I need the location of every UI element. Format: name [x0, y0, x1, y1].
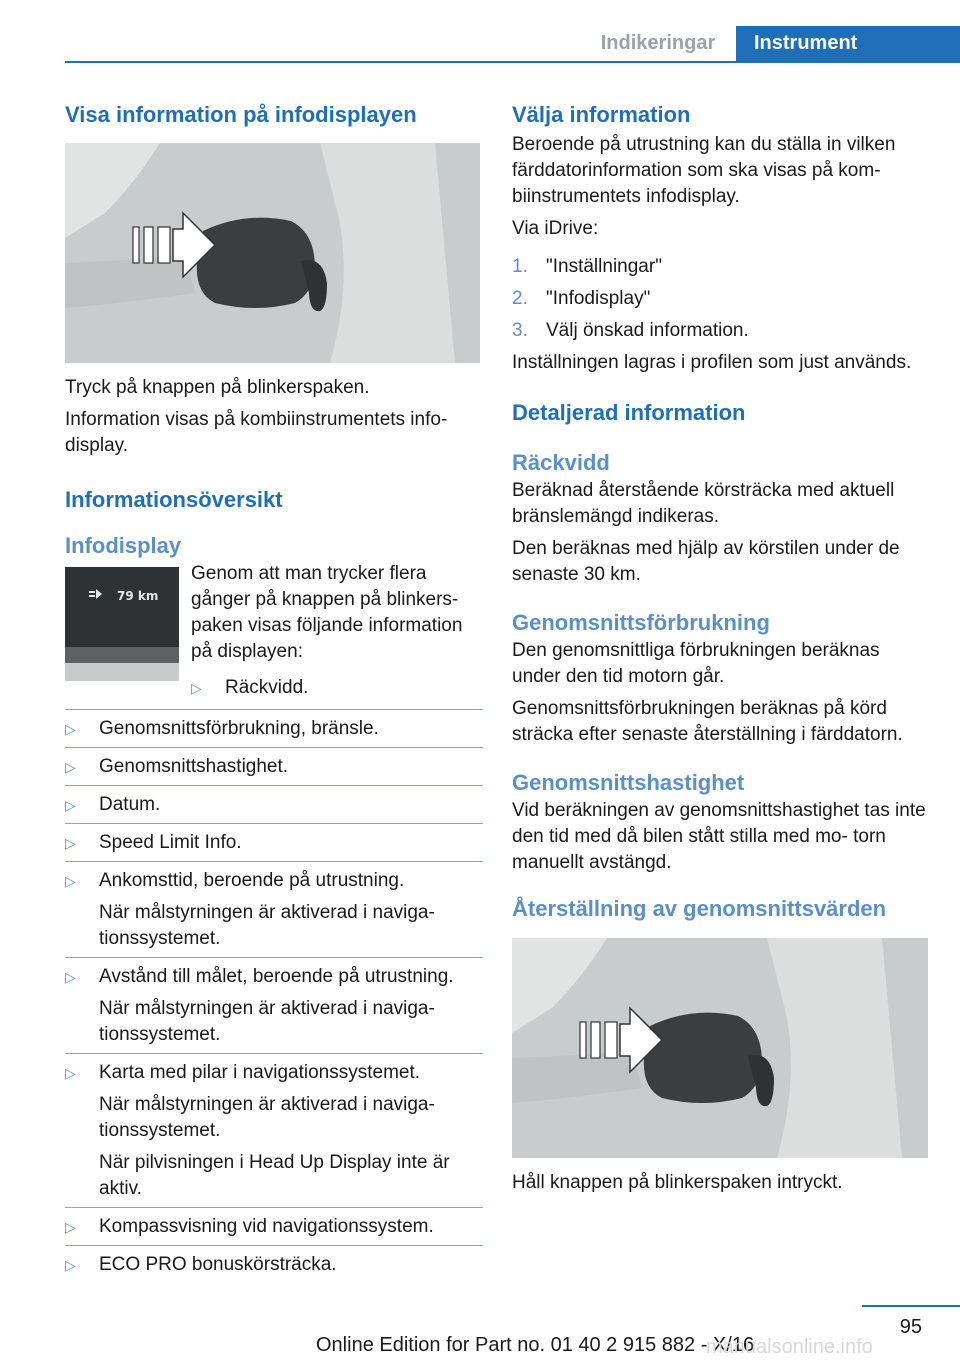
text-information-visas: Information visas på kombiinstrumentets info‐ display.: [65, 409, 448, 456]
list-separator: [65, 861, 483, 862]
list-separator: [65, 709, 483, 710]
list-item-note: När pilvisningen i Head Up Display inte är aktiv.: [99, 1152, 450, 1199]
triangle-bullet-icon: ▷: [65, 873, 76, 889]
right-column: [512, 100, 932, 1196]
header-section-tab: Indikeringar: [600, 32, 716, 54]
list-separator: [65, 1207, 483, 1208]
infodisplay-block: [65, 561, 483, 701]
text-hall-knappen: Håll knappen på blinkerspaken intryckt.: [512, 1172, 843, 1193]
header-chapter-tab: Instrument: [736, 26, 960, 63]
idrive-steps: [512, 254, 932, 344]
reset-lever-illustration: [512, 938, 928, 1158]
text-tryck: Tryck på knappen på blinkerspaken.: [65, 377, 370, 398]
list-item: ▷ Genomsnittshastighet.: [65, 754, 483, 780]
lever-button-icon: [65, 143, 480, 363]
list-item: ▷ Genomsnittsförbrukning, bränsle.: [65, 716, 483, 742]
triangle-bullet-icon: ▷: [65, 721, 76, 737]
heading-genomsnittshastighet: Genomsnittshastighet: [512, 770, 745, 795]
footer-rule: [862, 1305, 960, 1307]
list-item-note: När målstyrningen är aktiverad i naviga‐ tionssystemet.: [99, 1094, 435, 1141]
heading-infodisplay: Infodisplay: [65, 533, 182, 558]
heading-detaljerad: Detaljerad information: [512, 400, 746, 425]
text-rackvidd-1: Beräknad återstående körsträcka med aktuell bränslemängd indikeras.: [512, 480, 895, 527]
left-column: [65, 100, 483, 1278]
display-range-value: 79 km: [117, 589, 159, 603]
step-item: 3. Välj önskad information.: [512, 320, 749, 341]
list-separator: [65, 823, 483, 824]
header-rule: [65, 61, 960, 63]
triangle-bullet-icon: ▷: [65, 1219, 76, 1235]
triangle-bullet-icon: ▷: [191, 680, 202, 696]
text-via-idrive: Via iDrive:: [512, 218, 599, 239]
triangle-bullet-icon: ▷: [65, 1065, 76, 1081]
list-item: ▷ Kompassvisning vid navigationssystem.: [65, 1214, 483, 1240]
list-item: ▷ Ankomsttid, beroende på utrustning. När målstyrningen är aktiverad i naviga‐ tionssystemet.: [65, 868, 483, 952]
step-item: 1. "Inställningar": [512, 256, 662, 277]
watermark: manualsonline.info: [706, 1336, 873, 1358]
info-list: [65, 716, 483, 1278]
list-separator: [65, 1053, 483, 1054]
list-item-note: När målstyrningen är aktiverad i naviga‐ tionssystemet.: [99, 902, 435, 949]
triangle-bullet-icon: ▷: [65, 797, 76, 813]
list-item: ▷ Avstånd till målet, beroende på utrustning. När målstyrningen är aktiverad i naviga‐ tionssystemet.: [65, 964, 483, 1048]
list-item: ▷ Karta med pilar i navigationssystemet. När målstyrningen är aktiverad i naviga‐ tionssystemet. När pilvisningen i Head Up Display inte är aktiv.: [65, 1060, 483, 1202]
heading-genomsnittsforbrukning: Genomsnittsförbrukning: [512, 610, 770, 635]
text-hastighet: Vid beräkningen av genomsnittshastighet tas inte den tid med då bilen stått stilla med mo‐ torn manuellt avstängd.: [512, 800, 926, 873]
triangle-bullet-icon: ▷: [65, 759, 76, 775]
heading-visa-information: Visa information på infodisplayen: [65, 102, 417, 127]
list-item: ▷ Räckvidd.: [191, 675, 483, 701]
list-separator: [65, 1245, 483, 1246]
text-installningen: Inställningen lagras i profilen som just används.: [512, 352, 912, 373]
triangle-bullet-icon: ▷: [65, 835, 76, 851]
text-beroende: Beroende på utrustning kan du ställa in vilken färddatorinformation som ska visas på kom‐ biinstrumentets infodisplay.: [512, 134, 896, 207]
infodisplay-image: [65, 567, 179, 681]
text-rackvidd-2: Den beräknas med hjälp av körstilen under de senaste 30 km.: [512, 538, 900, 585]
triangle-bullet-icon: ▷: [65, 1257, 76, 1273]
lever-button-icon: [512, 938, 928, 1158]
list-item: ▷ ECO PRO bonuskörsträcka.: [65, 1252, 483, 1278]
list-separator: [65, 957, 483, 958]
heading-valja-information: Välja information: [512, 102, 691, 127]
text-genom-att: Genom att man trycker flera gånger på knappen på blinkers‐ paken visas följande information på displayen:: [191, 563, 463, 662]
text-forbrukning-1: Den genomsnittliga förbrukningen beräknas under den tid motorn går.: [512, 640, 880, 687]
footer-edition: Online Edition for Part no. 01 40 2 915 882 - X/16: [316, 1334, 755, 1356]
triangle-bullet-icon: ▷: [65, 969, 76, 985]
step-item: 2. "Infodisplay": [512, 288, 651, 309]
page-number: 95: [899, 1316, 922, 1338]
list-item-note: När målstyrningen är aktiverad i naviga‐ tionssystemet.: [99, 998, 435, 1045]
text-forbrukning-2: Genomsnittsförbrukningen beräknas på körd sträcka efter senaste återställning i färddatorn.: [512, 698, 903, 745]
turn-signal-lever-illustration: [65, 143, 480, 363]
list-item: ▷ Speed Limit Info.: [65, 830, 483, 856]
heading-aterstallning: Återställning av genomsnittsvärden: [512, 896, 887, 921]
list-separator: [65, 747, 483, 748]
list-item: ▷ Datum.: [65, 792, 483, 818]
list-separator: [65, 785, 483, 786]
heading-informationsoversikt: Informationsöversikt: [65, 487, 283, 512]
first-info-item: [191, 675, 483, 701]
heading-rackvidd: Räckvidd: [512, 450, 610, 475]
